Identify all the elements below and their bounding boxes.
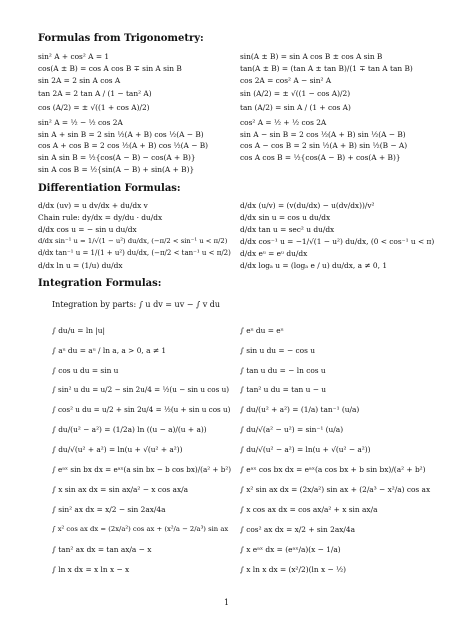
int-right-6: ∫ du/√(a² − u²) = sin⁻¹ (u/a)	[240, 425, 344, 434]
trig-right-1: sin(A ± B) = sin A cos B ± cos A sin B	[240, 52, 383, 61]
heading-differentiation: Differentiation Formulas:	[38, 183, 181, 194]
int-left-8: ∫ eᵃˣ sin bx dx = eᵃˣ(a sin bx − b cos bx)/(a² + b²)	[52, 465, 232, 474]
page-number: 1	[223, 598, 230, 607]
trig-left-10: sin A cos B = ½{sin(A − B) + sin(A + B)}	[38, 165, 195, 174]
trig-right-3: cos 2A = cos² A − sin² A	[240, 76, 332, 85]
int-left-11: ∫ x² cos ax dx = (2x/a²) cos ax + (x²/a − 2/a³) sin ax	[52, 525, 229, 533]
trig-left-6: sin² A = ½ − ½ cos 2A	[38, 118, 123, 127]
int-left-4: ∫ sin² u du = u/2 − sin 2u/4 = ½(u − sin u cos u)	[52, 385, 230, 394]
int-right-10: ∫ x cos ax dx = cos ax/a² + x sin ax/a	[240, 505, 378, 514]
int-left-7: ∫ du/√(u² + a²) = ln(u + √(u² + a²))	[52, 445, 183, 454]
diff-right-5: d/dx eᵘ = eᵘ du/dx	[240, 249, 308, 258]
int-right-11: ∫ cos² ax dx = x/2 + sin 2ax/4a	[240, 525, 355, 534]
diff-right-4: d/dx cos⁻¹ u = −1/√(1 − u²) du/dx, (0 < cos⁻¹ u < π)	[240, 237, 435, 246]
int-right-5: ∫ du/(u² + a²) = (1/a) tan⁻¹ (u/a)	[240, 405, 360, 414]
diff-left-2: Chain rule: dy/dx = dy/du · du/dx	[38, 213, 163, 222]
trig-right-6: cos² A = ½ + ½ cos 2A	[240, 118, 327, 127]
trig-left-2: cos(A ± B) = cos A cos B ∓ sin A sin B	[38, 64, 182, 73]
trig-right-8: cos A − cos B = 2 sin ½(A + B) sin ½(B − A)	[240, 141, 408, 150]
trig-left-8: cos A + cos B = 2 cos ½(A + B) cos ½(A − B)	[38, 141, 209, 150]
int-left-9: ∫ x sin ax dx = sin ax/a² − x cos ax/a	[52, 485, 189, 494]
int-right-13: ∫ x ln x dx = (x²/2)(ln x − ½)	[240, 565, 347, 574]
int-left-2: ∫ aᵘ du = aᵘ / ln a, a > 0, a ≠ 1	[52, 346, 167, 355]
integration-by-parts: Integration by parts: ∫ u dv = uv − ∫ v du	[52, 300, 221, 309]
diff-right-1: d/dx (u/v) = (v(du/dx) − u(dv/dx))/v²	[240, 201, 375, 210]
trig-left-1: sin² A + cos² A = 1	[38, 52, 110, 61]
trig-right-9: cos A cos B = ½{cos(A − B) + cos(A + B)}	[240, 153, 401, 162]
trig-right-7: sin A − sin B = 2 cos ½(A + B) sin ½(A − B)	[240, 130, 406, 139]
trig-left-9: sin A sin B = ½{cos(A − B) − cos(A + B)}	[38, 153, 196, 162]
int-right-7: ∫ du/√(u² − a²) = ln(u + √(u² − a²))	[240, 445, 371, 454]
diff-left-3: d/dx cos u = − sin u du/dx	[38, 225, 137, 234]
int-right-12: ∫ x eᵃˣ dx = (eᵃˣ/a)(x − 1/a)	[240, 545, 341, 554]
diff-right-3: d/dx tan u = sec² u du/dx	[240, 225, 335, 234]
int-left-5: ∫ cos² u du = u/2 + sin 2u/4 = ½(u + sin u cos u)	[52, 405, 231, 414]
diff-left-5: d/dx tan⁻¹ u = 1/(1 + u²) du/dx, (−π/2 < tan⁻¹ u < π/2)	[38, 249, 231, 257]
int-left-13: ∫ ln x dx = x ln x − x	[52, 565, 130, 574]
trig-left-7: sin A + sin B = 2 sin ½(A + B) cos ½(A − B)	[38, 130, 204, 139]
diff-left-4: d/dx sin⁻¹ u = 1/√(1 − u²) du/dx, (−π/2 < sin⁻¹ u < π/2)	[38, 237, 228, 245]
diff-right-6: d/dx logₐ u = (logₐ e / u) du/dx, a ≠ 0, 1	[240, 261, 388, 270]
int-right-8: ∫ eᵃˣ cos bx dx = eᵃˣ(a cos bx + b sin bx)/(a² + b²)	[240, 465, 426, 474]
int-left-3: ∫ cos u du = sin u	[52, 366, 119, 375]
diff-left-6: d/dx ln u = (1/u) du/dx	[38, 261, 123, 270]
trig-left-4: tan 2A = 2 tan A / (1 − tan² A)	[38, 89, 152, 98]
int-right-9: ∫ x² sin ax dx = (2x/a²) sin ax + (2/a³ − x²/a) cos ax	[240, 485, 431, 494]
int-left-1: ∫ du/u = ln |u|	[52, 326, 106, 335]
int-right-2: ∫ sin u du = − cos u	[240, 346, 315, 355]
int-left-10: ∫ sin² ax dx = x/2 − sin 2ax/4a	[52, 505, 166, 514]
heading-integration: Integration Formulas:	[38, 278, 162, 289]
heading-trigonometry: Formulas from Trigonometry:	[38, 33, 204, 44]
int-right-3: ∫ tan u du = − ln cos u	[240, 366, 326, 375]
trig-left-5: cos (A/2) = ± √((1 + cos A)/2)	[38, 103, 150, 112]
int-right-4: ∫ tan² u du = tan u − u	[240, 385, 327, 394]
trig-right-5: tan (A/2) = sin A / (1 + cos A)	[240, 103, 351, 112]
trig-left-3: sin 2A = 2 sin A cos A	[38, 76, 121, 85]
int-left-12: ∫ tan² ax dx = tan ax/a − x	[52, 545, 152, 554]
trig-right-4: sin (A/2) = ± √((1 − cos A)/2)	[240, 89, 351, 98]
diff-left-1: d/dx (uv) = u dv/dx + du/dx v	[38, 201, 148, 210]
int-right-1: ∫ eᵘ du = eᵘ	[240, 326, 284, 335]
int-left-6: ∫ du/(u² − a²) = (1/2a) ln ((u − a)/(u + a))	[52, 425, 207, 434]
diff-right-2: d/dx sin u = cos u du/dx	[240, 213, 331, 222]
trig-right-2: tan(A ± B) = (tan A ± tan B)/(1 ∓ tan A tan B)	[240, 64, 413, 73]
